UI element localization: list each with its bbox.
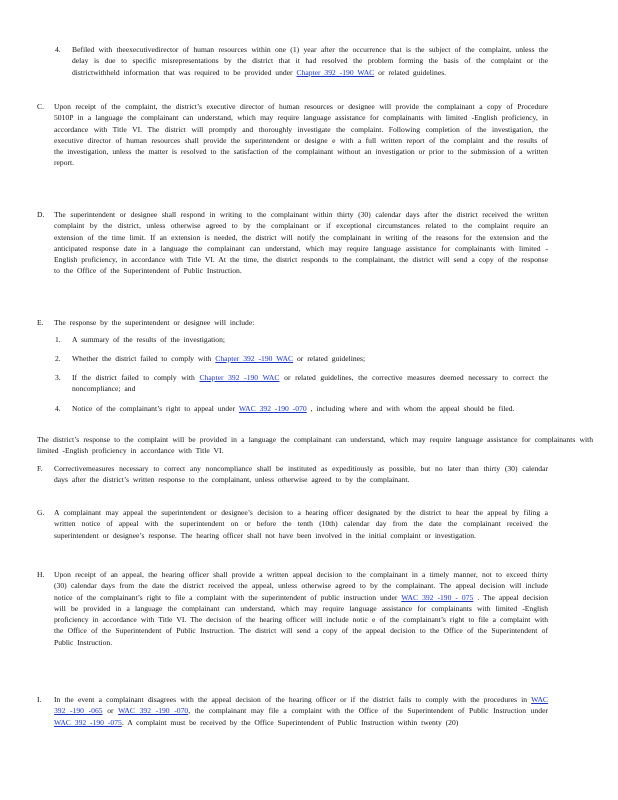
item-d4-label: 4. xyxy=(55,45,61,54)
section-h-text-end: . The appeal decision will be provided in a language the complainant can understand, which may require language assistance for complainants with limited -English proficiency in accordance with Title VI. The decision of the hearing officer will include notic e of the complainant’s right to file a complaint with the Office of the Superintendent of Public Instruction. The district will send a copy of the appeal decision to the Office of the Superintendent of Public Instruction. xyxy=(54,592,548,647)
section-i-text: In the event a complainant disagrees with the appeal decision of the hearing officer or if the district fails to comply with the procedures in xyxy=(54,695,528,704)
language-paragraph xyxy=(37,434,593,457)
section-e-item-label: 3. xyxy=(55,373,61,382)
language-paragraph-text: The district’s response to the complaint will be provided in a language the complainant can understand, which may require language assistance for complainants with limited -English proficiency in accordance with Title VI. xyxy=(37,435,593,456)
section-g-text: A complainant may appeal the superintendent or designee’s decision to a hearing officer designated by the district to hear the appeal by filing a written notice of appeal with the superintendent on or before the tenth (10th) calendar day from the date the complainant received the superintendent or designee’s response. The hearing officer shall not have been involved in the initial complaint or investigation. xyxy=(54,508,548,540)
link-wac-392-190-075[interactable]: WAC 392 -190 -075 xyxy=(54,717,122,727)
section-i-text-mid: , the complainant may file a complaint with the Office of the Superintendent of Public Instruction under xyxy=(188,706,548,716)
section-h-label: H. xyxy=(37,570,45,579)
section-c-label: C. xyxy=(37,102,44,111)
item-d4-text: Befiled with theexecutivedirector of human resources within one (1) year after the occurrence that is the subject of the complaint, unless the delay is due to specific misrepresentations by the district that it had resolved the problem forming the basis of the complaint or the districtwithheld information that was required to be provided under xyxy=(72,45,548,77)
section-e-item-text-end: , including where and with whom the appeal should be filed. xyxy=(310,404,515,413)
section-e-item-label: 4. xyxy=(55,404,61,413)
section-e-item-text: If the district failed to comply with xyxy=(72,373,195,382)
section-c-text: Upon receipt of the complaint, the district’s executive director of human resources or designee will provide the complainant a copy of Procedure 5010P in a language the complainant can understand, which may require language assistance for complainants with limited -English proficiency, in accordance with Title VI. The district will promptly and thoroughly investigate the complaint. Following completion of the investigation, the executive director of human resources shall provide the superintendent or designe e with a full written report of the complaint and the results of the investigation, unless the matter is resolved to the satisfaction of the complainant without an investigation or prior to the submission of a written report. xyxy=(54,102,548,168)
section-e-item xyxy=(55,372,548,395)
link-chapter-392-190[interactable]: Chapter 392 -190 WAC xyxy=(199,373,280,382)
link-wac-392-190-070[interactable]: WAC 392 -190 -070 xyxy=(238,404,307,413)
section-i xyxy=(37,694,548,728)
link-chapter-392-190[interactable]: Chapter 392 -190 WAC xyxy=(215,354,294,363)
section-h xyxy=(37,569,548,648)
section-e-item xyxy=(55,353,548,364)
section-g-label: G. xyxy=(37,508,45,517)
item-d4-text-end: or related guidelines. xyxy=(378,67,447,77)
section-i-text-end: . A complaint must be received by the Office Superintendent of Public Instruction within twenty (20) xyxy=(121,717,459,727)
link-chapter-392-190[interactable]: Chapter 392 -190 WAC xyxy=(296,67,375,77)
section-e-item-text-end: or related guidelines, the corrective measures deemed necessary to correct the noncompliance; and xyxy=(72,373,548,394)
section-c xyxy=(37,101,548,169)
item-d4 xyxy=(55,44,548,78)
section-d-label: D. xyxy=(37,210,45,219)
section-i-label: I. xyxy=(37,695,42,704)
section-e-item xyxy=(55,403,548,414)
section-e-item-text: Whether the district failed to comply with xyxy=(72,354,212,363)
section-e-item-label: 2. xyxy=(55,354,61,363)
section-d xyxy=(37,209,548,277)
section-f-text: Correctivemeasures necessary to correct any noncompliance shall be instituted as expeditiously as possible, but no later than thirty (30) calendar days after the district’s written response to the complainant, unless otherwise agreed to by the complainant. xyxy=(54,464,548,485)
section-i-text-or: or xyxy=(107,706,114,716)
section-e-item-label: 1. xyxy=(55,335,61,344)
link-wac-392-190-070[interactable]: WAC 392 -190 -070 xyxy=(118,706,189,716)
section-e-item-text: Notice of the complainant’s right to appeal under xyxy=(72,404,236,413)
section-e-item xyxy=(55,334,548,345)
section-f xyxy=(37,463,548,486)
section-e-text: The response by the superintendent or designee will include: xyxy=(54,318,255,327)
section-h-text: Upon receipt of an appeal, the hearing officer shall provide a written appeal decision to the complainant in a timely manner, not to exceed thirty (30) calendar days from the date the district received the appeal, unless otherwise agreed to by the complainant. The appeal decision will include notice of the complainant’s right to file a complaint with the superintendent of public instruction under xyxy=(54,570,548,602)
section-e-item-text: A summary of the results of the investigation; xyxy=(72,335,225,344)
section-g xyxy=(37,507,548,541)
section-e-label: E. xyxy=(37,318,44,327)
section-e xyxy=(37,317,548,328)
section-f-label: F. xyxy=(37,464,43,473)
link-wac-392-190-065[interactable]: WAC 392 -190 -065 xyxy=(54,695,548,716)
section-e-item-text-end: or related guidelines; xyxy=(296,354,366,363)
section-d-text: The superintendent or designee shall respond in writing to the complainant within thirty (30) calendar days after the district received the written complaint by the district, unless otherwise agreed to by the complainant or if exceptional circumstances related to the complaint require an extension of the time limit. If an extension is needed, the district will notify the complainant in writing of the reasons for the extension and the anticipated response date in a language the complainant can understand, which may require language assistance for complainants with limited -English proficiency, in accordance with Title VI. At the time, the district responds to the complainant, the district will send a copy of the response to the Office of the Superintendent of Public Instruction. xyxy=(54,210,548,276)
link-wac-392-190-075[interactable]: WAC 392 -190 - 075 xyxy=(401,592,474,602)
